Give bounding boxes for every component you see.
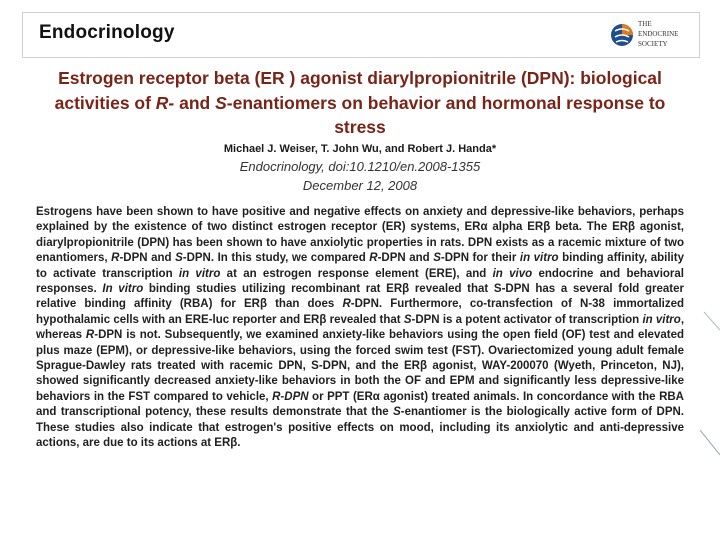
abstract-italic: in vitro [642,313,681,326]
title-part-1: Estrogen receptor beta (ER ) agonist diarylpropionitrile (DPN): biological activities of [54,68,662,113]
society-emblem-icon [609,19,635,51]
title-part-3: -enantiomers on behavior and hormonal response to stress [226,92,666,137]
abstract-italic: R [369,252,378,265]
article-date: December 12, 2008 [302,178,418,193]
abstract-italic: R [85,329,95,342]
abstract-text: binding affinity, ability to activate transcription [36,252,684,280]
society-name [638,19,678,49]
abstract-text: -DPN is a potent activator of transcription [411,313,643,326]
abstract-text: -DPN. Furthermore, co-transfection of N-38 immortalized hypothalamic cells with an ERE-luc reporter and ERβ revealed that [36,298,685,326]
journal-logo: Endocrinology [39,22,175,43]
abstract-text: -DPN is not. Subsequently, we examined anxiety-like behaviors using the open field (OF) test and elevated plus maze (EPM), or depressive-like behaviors, using the forced swim test (FST). Ovariectomized young adult female Sprague-Dawley rats treated with racemic DPN, S-DPN, and the ERβ agonist, WAY-200070 (Wyeth, Princeton, NJ), showed significantly decreased anxiety-like behaviors in both the OF and EPM and significantly less depressive-like behaviors in the FST compared to vehicle, [36,329,684,403]
title-s: S [215,92,227,113]
society-name-line-1: THE [638,20,652,28]
abstract-italic: S [175,252,183,265]
abstract-text: -DPN and [377,252,434,265]
abstract-italic: S [433,252,441,265]
society-name-line-2: ENDOCRINE [638,30,679,38]
abstract-text: Estrogens have been shown to have positive and negative effects on anxiety and depressive-like behaviors, perhaps explained by the existence of two distinct estrogen receptor (ER) systems, ERα alpha ERβ beta. The ERβ agonist, diarylpropionitrile (DPN) has been shown to have anxiolytic properties in rats. DPN exists as a racemic mixture of two enantiomers, [36,206,684,265]
abstract-italic: in vitro [519,252,559,265]
abstract-italic: R-DPN [272,390,309,403]
society-logo [609,17,689,53]
abstract-text: , whereas [36,313,685,342]
article-authors: Michael J. Weiser, T. John Wu, and Robert J. Handa* [223,143,497,155]
abstract-italic: in vivo [492,267,533,280]
abstract-text: -DPN and [119,252,176,265]
article-citation-block [30,157,690,195]
article-abstract [36,205,684,452]
society-name-line-3: SOCIETY [638,40,668,48]
abstract-italic: R [342,298,351,311]
abstract-text: -DPN for their [440,252,520,265]
abstract-italic: S [403,313,412,326]
article-doi: Endocrinology, doi:10.1210/en.2008-1355 [239,159,481,174]
abstract-text: at an estrogen response element (ERE), and [220,267,493,280]
abstract-text: or PPT (ERα agonist) treated animals. In concordance with the RBA and transcriptional potency, these results demonstrate that the [36,390,684,419]
article-title [30,66,690,140]
abstract-italic: in vitro [178,267,221,280]
title-r: R- [155,92,175,113]
journal-header [22,12,700,58]
abstract-text: binding studies utilizing recombinant rat ERβ revealed that S-DPN has a several fold greater relative binding affinity (RBA) for ERβ than does [36,283,684,311]
abstract-italic: In vitro [102,283,144,296]
abstract-text: -DPN. In this study, we compared [182,252,370,265]
abstract-text: -enantiomer is the biologically active form of DPN. These studies also indicate that estrogen's positive effects on mood, including its anxiolytic and anti-depressive actions, are due to its actions at ERβ. [36,406,684,450]
abstract-italic: S [393,406,401,419]
title-part-2: and [174,92,216,113]
abstract-text: endocrine and behavioral responses. [36,267,684,296]
abstract-italic: R [111,252,120,265]
